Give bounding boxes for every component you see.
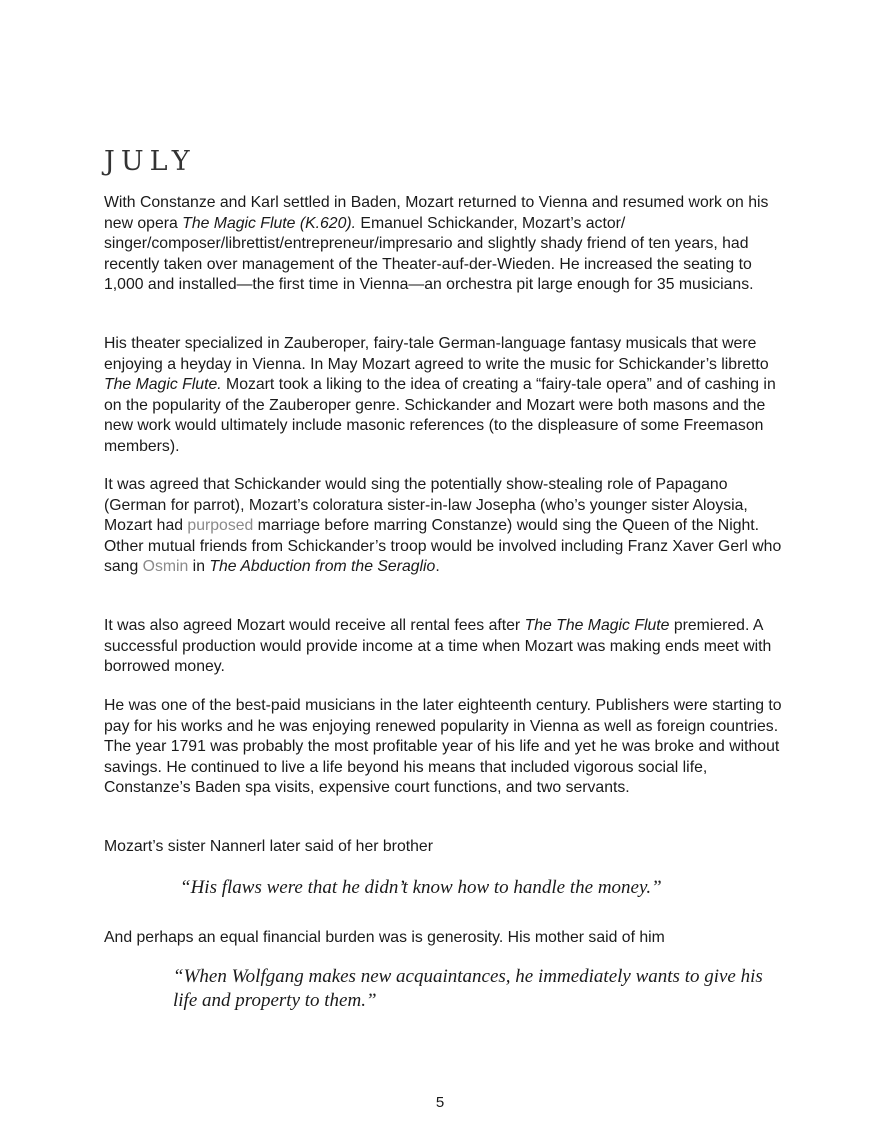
paragraph-2-text-a: His theater specialized in Zauberoper, fairy-tale German-language fantasy musicals that were enjoying a heyday in Vienna. In May Mozart agreed to write the music for Schickander’s libretto (104, 335, 769, 373)
paragraph-3-text-a: It was agreed that Schickander would sing the potentially show-stealing role of Papagano (German for parrot), Mozart’s coloratura sister-in-law Josepha (who’s younger sister Aloysia, Mozart had (104, 476, 748, 534)
paragraph-4 (104, 616, 784, 678)
paragraph-3-text-g: . (435, 558, 440, 575)
osmin-link[interactable]: Osmin (142, 558, 189, 575)
paragraph-2 (104, 334, 784, 457)
paragraph-7: And perhaps an equal financial burden was is generosity. His mother said of him (104, 929, 665, 946)
paragraph-1 (104, 193, 784, 296)
paragraph-3-text-c: marriage before marring Constanze) would sing the Queen of the Night. Other mutual friends from Schickander’s troop would be involved including Franz Xaver Gerl who sang (104, 517, 782, 575)
purposed-link[interactable]: purposed (187, 517, 254, 534)
opera-title: The Magic Flute (K.620). (182, 214, 357, 232)
mother-quote: “When Wolfgang makes new acquaintances, he immediately wants to give his life and property to them.” (173, 966, 763, 1011)
magic-flute-title: The The Magic Flute (524, 617, 670, 634)
chapter-heading: JULY (104, 146, 196, 177)
page-number: 5 (435, 1094, 445, 1111)
paragraph-4-text-a: It was also agreed Mozart would receive all rental fees after (104, 617, 525, 634)
paragraph-6: Mozart’s sister Nannerl later said of her brother (104, 838, 433, 855)
paragraph-1-text-c: Emanuel Schickander, Mozart’s actor/ singer/composer/librettist/entrepreneur/impresario and slightly shady friend of ten years, had recently taken over management of the Theater-auf-der-Wieden. He increased the seating to 1,000 and installed—the first time in Vienna—an orchestra pit large enough for 35 musicians. (104, 214, 754, 293)
nannerl-quote: “His flaws were that he didn’t know how to handle the money.” (180, 877, 662, 898)
paragraph-4-text-c: premiered. A successful production would provide income at a time when Mozart was making ends meet with borrowed money. (104, 617, 772, 675)
paragraph-5: He was one of the best-paid musicians in the later eighteenth century. Publishers were starting to pay for his works and he was enjoying renewed popularity in Vienna as well as foreign countries. The year 1791 was probably the most profitable year of his life and yet he was broke and without savings. He continued to live a life beyond his means that included vigorous social life, Constanze’s Baden spa visits, expensive court functions, and two servants. (104, 697, 782, 796)
libretto-title: The Magic Flute. (104, 376, 222, 393)
abduction-title: The Abduction from the Seraglio (209, 558, 436, 575)
paragraph-3-text-e: in (188, 558, 210, 575)
paragraph-2-text-c: Mozart took a liking to the idea of creating a “fairy-tale opera” and of cashing in on the popularity of the Zauberoper genre. Schickander and Mozart were both masons and the new work would ultimately include masonic references (to the displeasure of some Freemason members). (104, 376, 776, 455)
paragraph-1-text-a: With Constanze and Karl settled in Baden, Mozart returned to Vienna and resumed work on his new opera (104, 194, 769, 232)
paragraph-3 (104, 475, 784, 578)
